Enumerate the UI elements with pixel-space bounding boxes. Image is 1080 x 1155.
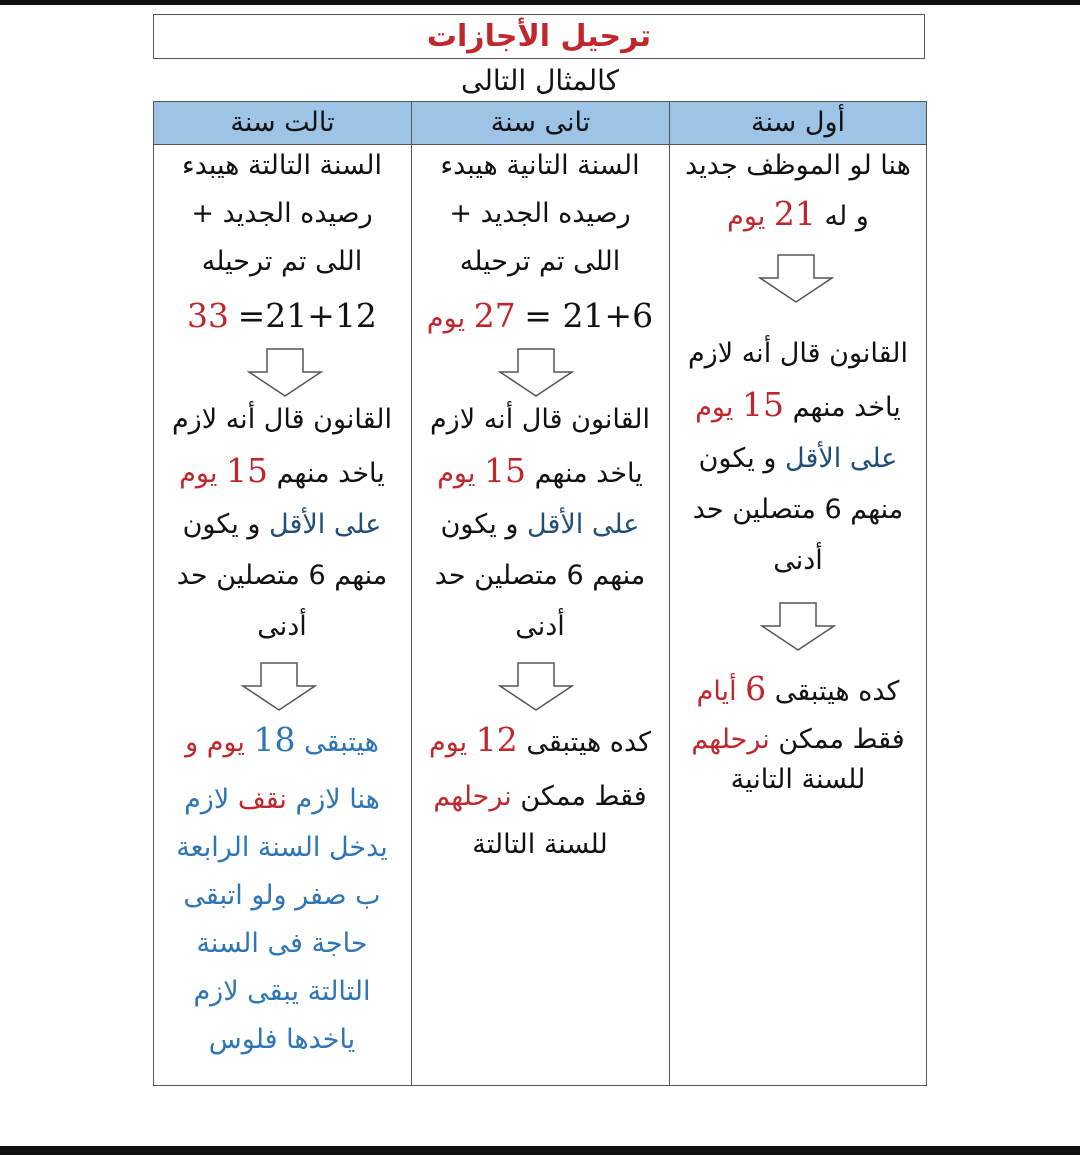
first-year-result: كده هيتبقى 6 أيام فقط ممكن نرحلهم للسنة التانية bbox=[691, 669, 905, 795]
down-arrow-icon bbox=[760, 602, 836, 652]
down-arrow-icon bbox=[498, 348, 574, 398]
bottom-edge-bar bbox=[0, 1146, 1080, 1155]
first-year-intro: هنا لو الموظف جديد و له 21 يوم bbox=[685, 150, 911, 233]
second-year-result: كده هيتبقى 12 يوم فقط ممكن نرحلهم للسنة التالتة bbox=[429, 720, 651, 860]
third-year-note: هنا لازم نقف لازم يدخل السنة الرابعة ب صفر ولو اتبقى حاجة فى السنة التالتة يبقى لازم ياخدها فلوس bbox=[176, 784, 388, 1055]
column-divider bbox=[669, 101, 670, 1086]
page-subtitle: كالمثال التالى bbox=[461, 64, 619, 97]
down-arrow-icon bbox=[758, 254, 834, 304]
third-year-result: هيتبقى 18 يوم و bbox=[185, 720, 379, 759]
third-year-law-rule: القانون قال أنه لازم ياخد منهم 15 يوم على الأقل و يكون منهم 6 متصلين حد أدنى bbox=[171, 404, 393, 642]
third-year-intro: السنة التالتة هيبدء رصيده الجديد + اللى تم ترحيله 21+12= 33 bbox=[182, 150, 382, 335]
down-arrow-icon bbox=[241, 662, 317, 712]
column-divider bbox=[411, 101, 412, 1086]
second-year-law-rule: القانون قال أنه لازم ياخد منهم 15 يوم على الأقل و يكون منهم 6 متصلين حد أدنى bbox=[429, 404, 651, 642]
header-third-year: تالت سنة bbox=[230, 107, 335, 138]
top-edge-bar bbox=[0, 0, 1080, 5]
header-second-year: تانى سنة bbox=[490, 107, 591, 138]
second-year-intro: السنة التانية هيبدء رصيده الجديد + اللى تم ترحيله 21+6 = 27 يوم bbox=[426, 150, 654, 335]
down-arrow-icon bbox=[247, 348, 323, 398]
down-arrow-icon bbox=[498, 662, 574, 712]
page-title: ترحيل الأجازات bbox=[153, 14, 925, 59]
first-year-law-rule: القانون قال أنه لازم ياخد منهم 15 يوم على الأقل و يكون منهم 6 متصلين حد أدنى bbox=[687, 338, 909, 576]
header-first-year: أول سنة bbox=[751, 107, 845, 138]
